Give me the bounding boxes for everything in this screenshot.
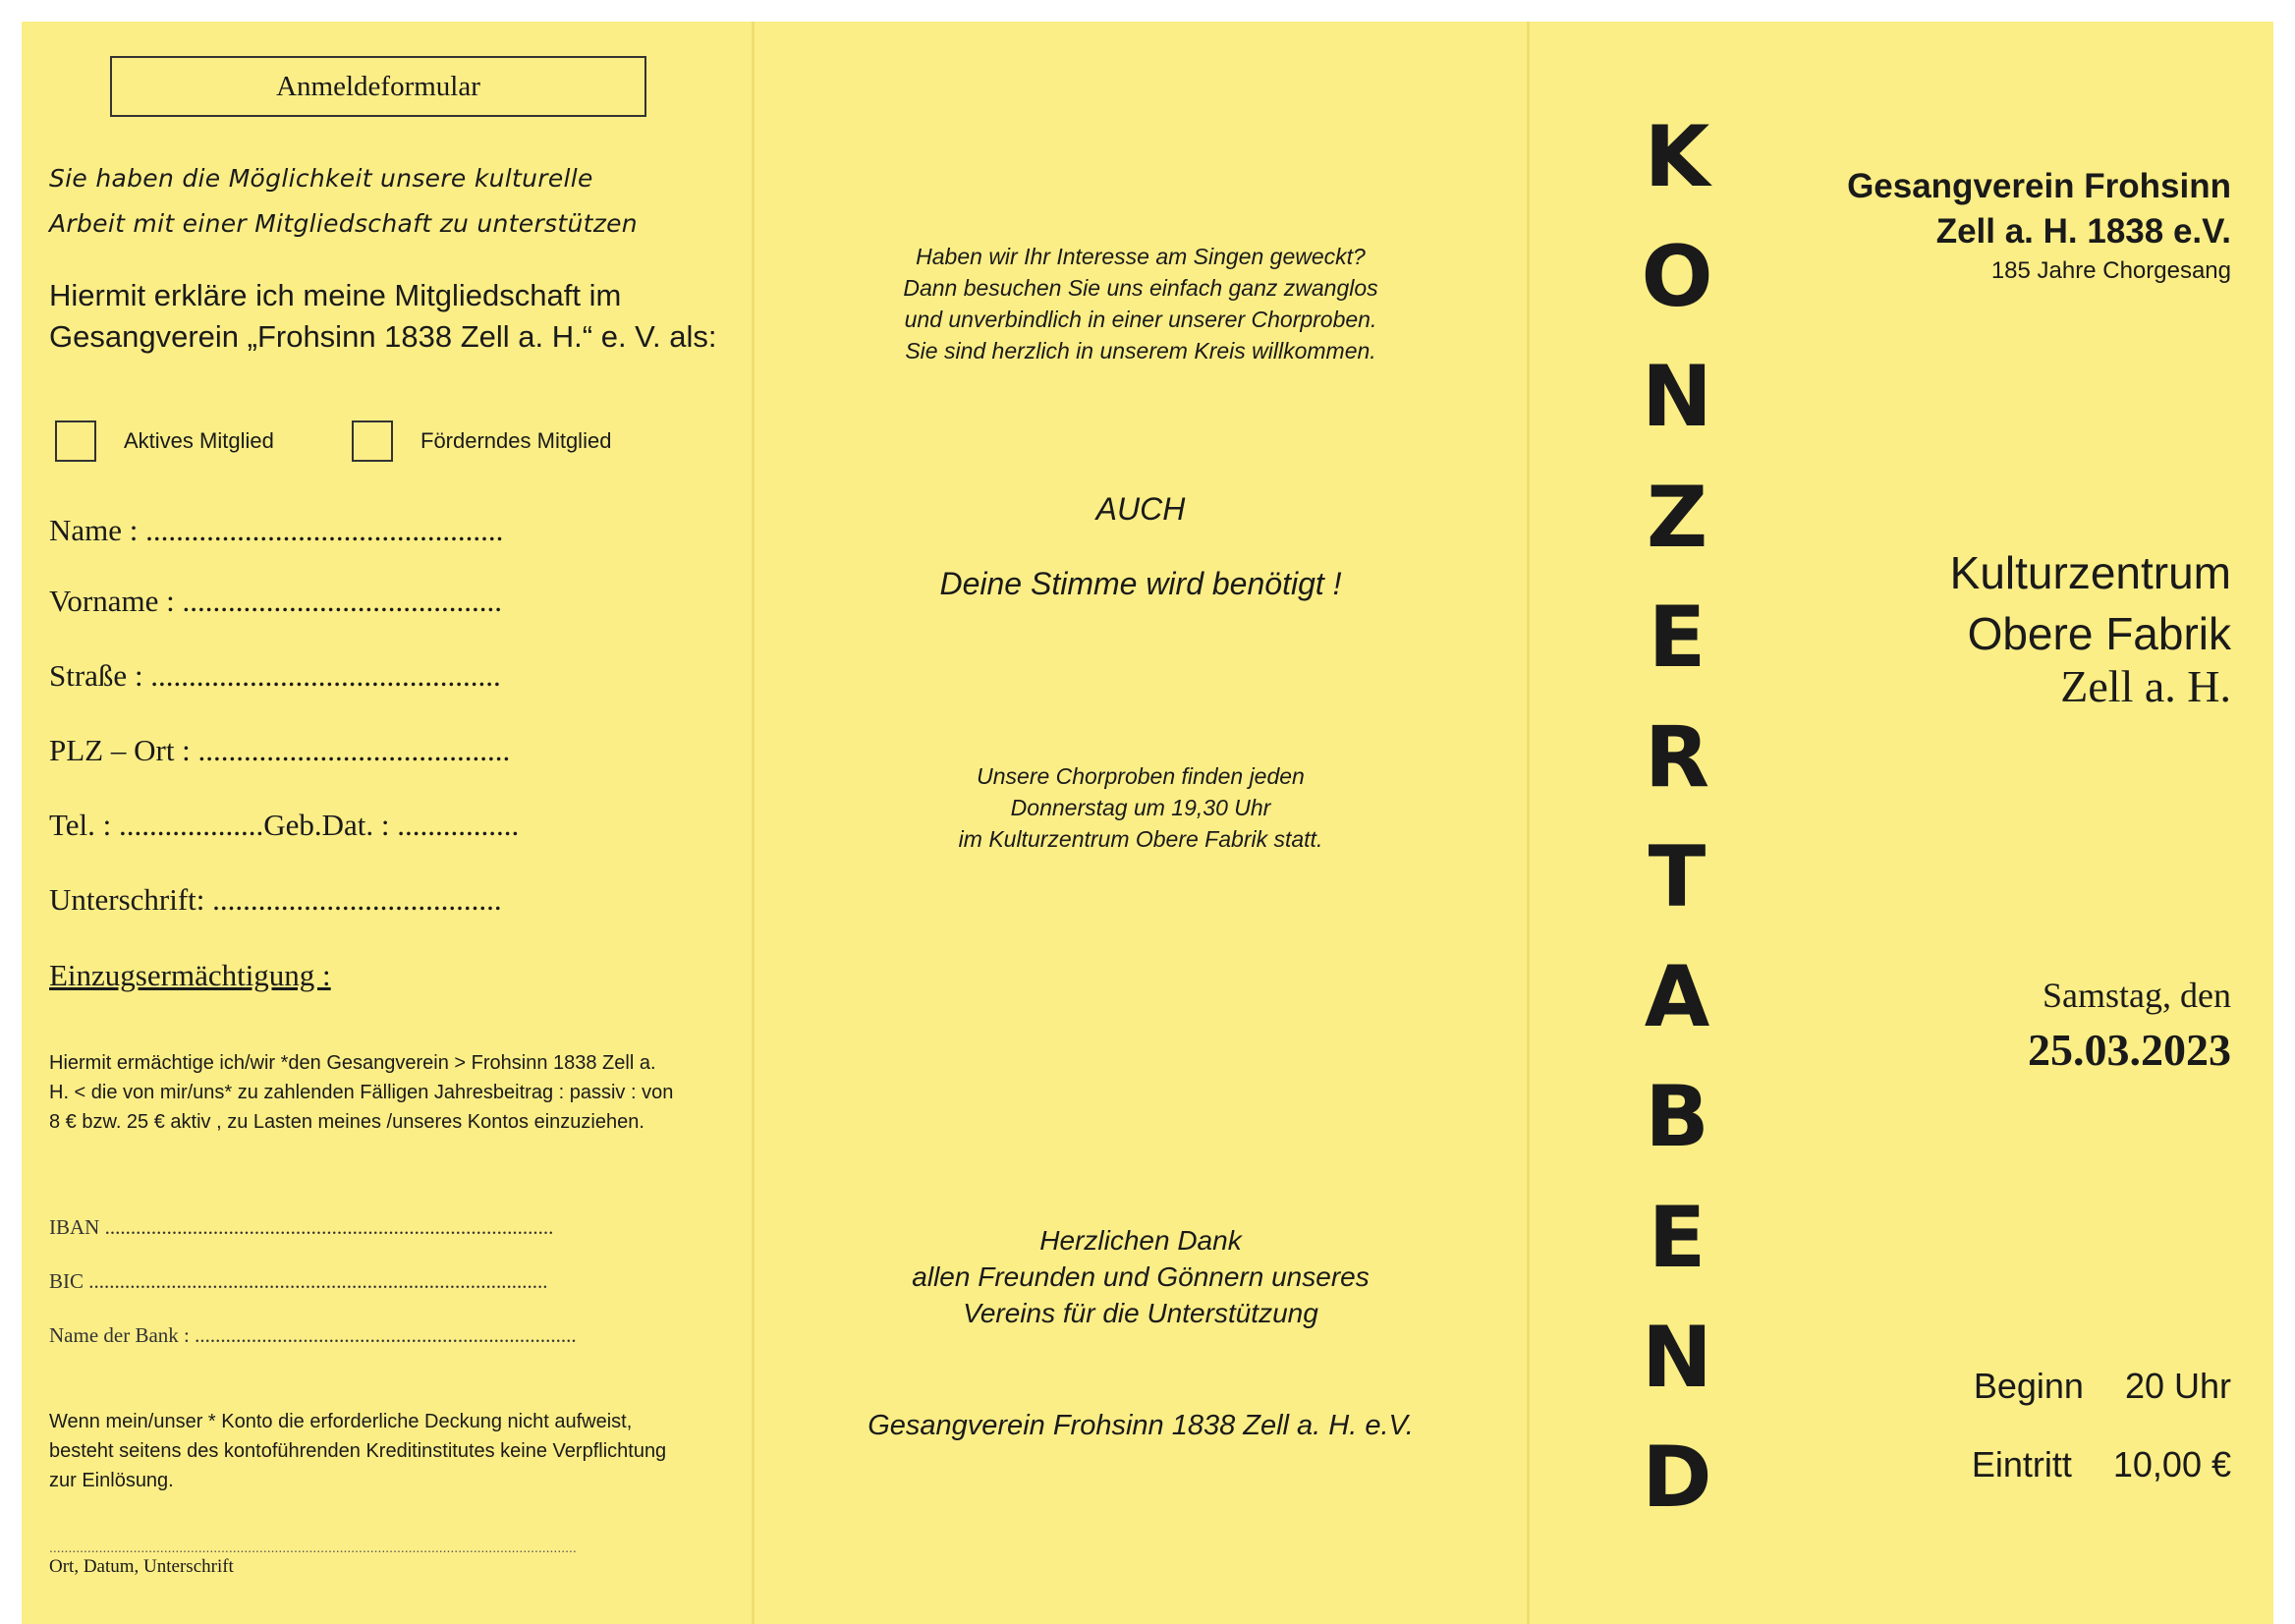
event-weekday: Samstag, den: [2043, 976, 2231, 1015]
iban-field[interactable]: IBAN .......................................................................................: [49, 1215, 554, 1239]
begin-time-row: [1974, 1366, 2231, 1407]
registration-form-panel: [22, 22, 752, 1624]
street-field[interactable]: Straße : ..............................................: [49, 658, 501, 693]
rehearsal-line: Unsere Chorproben finden jeden: [977, 763, 1305, 789]
begin-value: 20 Uhr: [2124, 1366, 2231, 1406]
title-letter: T: [1648, 828, 1707, 927]
title-letter: R: [1644, 707, 1710, 807]
club-name-line: Zell a. H. 1838 e.V.: [1935, 212, 2231, 251]
thanks-text: [755, 1222, 1527, 1331]
club-signature: Gesangverein Frohsinn 1838 Zell a. H. e.V.: [868, 1410, 1414, 1441]
venue-line: Kulturzentrum: [1949, 547, 2231, 598]
jubilee-tagline: 185 Jahre Chorgesang: [1990, 257, 2231, 284]
option-active-member[interactable]: [55, 420, 274, 462]
rehearsal-info: [755, 760, 1527, 855]
venue-name: [1950, 542, 2231, 664]
active-member-label: Aktives Mitglied: [124, 428, 274, 453]
cover-panel: [1530, 22, 2273, 1624]
first-name-field[interactable]: Vorname : ..........................................: [49, 584, 502, 618]
title-letter: E: [1648, 588, 1707, 687]
admission-row: [1972, 1444, 2231, 1485]
title-letter: E: [1648, 1188, 1707, 1287]
invitation-panel: [755, 22, 1527, 1624]
begin-label: Beginn: [1973, 1366, 2084, 1406]
invitation-line: Dann besuchen Sie uns einfach ganz zwanglos: [903, 275, 1378, 301]
vertical-title-konzertabend: [1633, 108, 1721, 1527]
title-letter: N: [1642, 348, 1712, 447]
title-letter: O: [1641, 228, 1713, 327]
club-name-line: Gesangverein Frohsinn: [1847, 167, 2231, 205]
title-letter: A: [1644, 948, 1710, 1047]
form-intro-line: Arbeit mit einer Mitgliedschaft zu unterstützen: [49, 209, 638, 238]
thanks-line: Herzlichen Dank: [1039, 1225, 1242, 1256]
signature-caption: Ort, Datum, Unterschrift: [49, 1556, 234, 1577]
invitation-line: und unverbindlich in einer unserer Chorproben.: [904, 307, 1377, 332]
direct-debit-heading: Einzugsermächtigung :: [49, 958, 331, 992]
slogan: Deine Stimme wird benötigt !: [939, 566, 1342, 601]
club-name: [1847, 164, 2231, 254]
rehearsal-line: im Kulturzentrum Obere Fabrik statt.: [958, 826, 1323, 852]
direct-debit-text: Hiermit ermächtige ich/wir *den Gesangverein > Frohsinn 1838 Zell a. H. < die von mir/uns* zu zahlenden Fälligen Jahresbeitrag : passiv : von 8 € bzw. 25 € aktiv , zu Lasten meines /unseres Kontos einzuziehen.: [49, 1052, 674, 1133]
invitation-line: Haben wir Ihr Interesse am Singen geweckt?: [916, 244, 1366, 269]
admission-value: 10,00 €: [2112, 1444, 2231, 1484]
bic-field[interactable]: BIC .........................................................................................: [49, 1269, 548, 1293]
title-letter: B: [1645, 1068, 1709, 1167]
bank-name-field[interactable]: Name der Bank : ..........................................................................: [49, 1323, 577, 1347]
flyer-sheet: [22, 22, 2273, 1624]
title-letter: K: [1644, 108, 1710, 206]
phone-birthdate-field[interactable]: Tel. : ...................Geb.Dat. : ................: [49, 808, 520, 842]
auch-heading: AUCH: [1095, 491, 1186, 527]
zip-city-field[interactable]: PLZ – Ort : .........................................: [49, 733, 511, 767]
signature-line[interactable]: ..........................................................................................................................................: [49, 1540, 577, 1555]
supporting-member-checkbox[interactable]: [352, 420, 393, 462]
invitation-text: [755, 241, 1527, 366]
admission-label: Eintritt: [1971, 1444, 2072, 1484]
title-letter: D: [1642, 1428, 1712, 1527]
name-field[interactable]: Name : ...............................................: [49, 513, 504, 547]
form-title: Anmeldeformular: [110, 56, 646, 117]
invitation-line: Sie sind herzlich in unserem Kreis willkommen.: [905, 338, 1376, 364]
option-supporting-member[interactable]: [352, 420, 611, 462]
venue-town: Zell a. H.: [2060, 661, 2231, 711]
thanks-line: allen Freunden und Gönnern unseres: [912, 1261, 1370, 1292]
supporting-member-label: Förderndes Mitglied: [420, 428, 612, 453]
thanks-line: Vereins für die Unterstützung: [963, 1298, 1318, 1328]
signature-field[interactable]: Unterschrift: ......................................: [49, 882, 502, 917]
active-member-checkbox[interactable]: [55, 420, 96, 462]
rehearsal-line: Donnerstag um 19,30 Uhr: [1010, 795, 1271, 820]
venue-line: Obere Fabrik: [1967, 608, 2231, 659]
coverage-notice: Wenn mein/unser * Konto die erforderliche Deckung nicht aufweist, besteht seitens des kontoführenden Kreditinstitutes keine Verpflichtung zur Einlösung.: [49, 1411, 667, 1491]
form-intro-line: Sie haben die Möglichkeit unsere kulturelle: [49, 164, 593, 193]
form-intro: [49, 156, 717, 247]
membership-declaration: Hiermit erkläre ich meine Mitgliedschaft im Gesangverein „Frohsinn 1838 Zell a. H.“ e. V. als:: [49, 278, 717, 354]
event-date: 25.03.2023: [2028, 1025, 2231, 1075]
title-letter: Z: [1646, 468, 1708, 567]
title-letter: N: [1642, 1308, 1712, 1407]
